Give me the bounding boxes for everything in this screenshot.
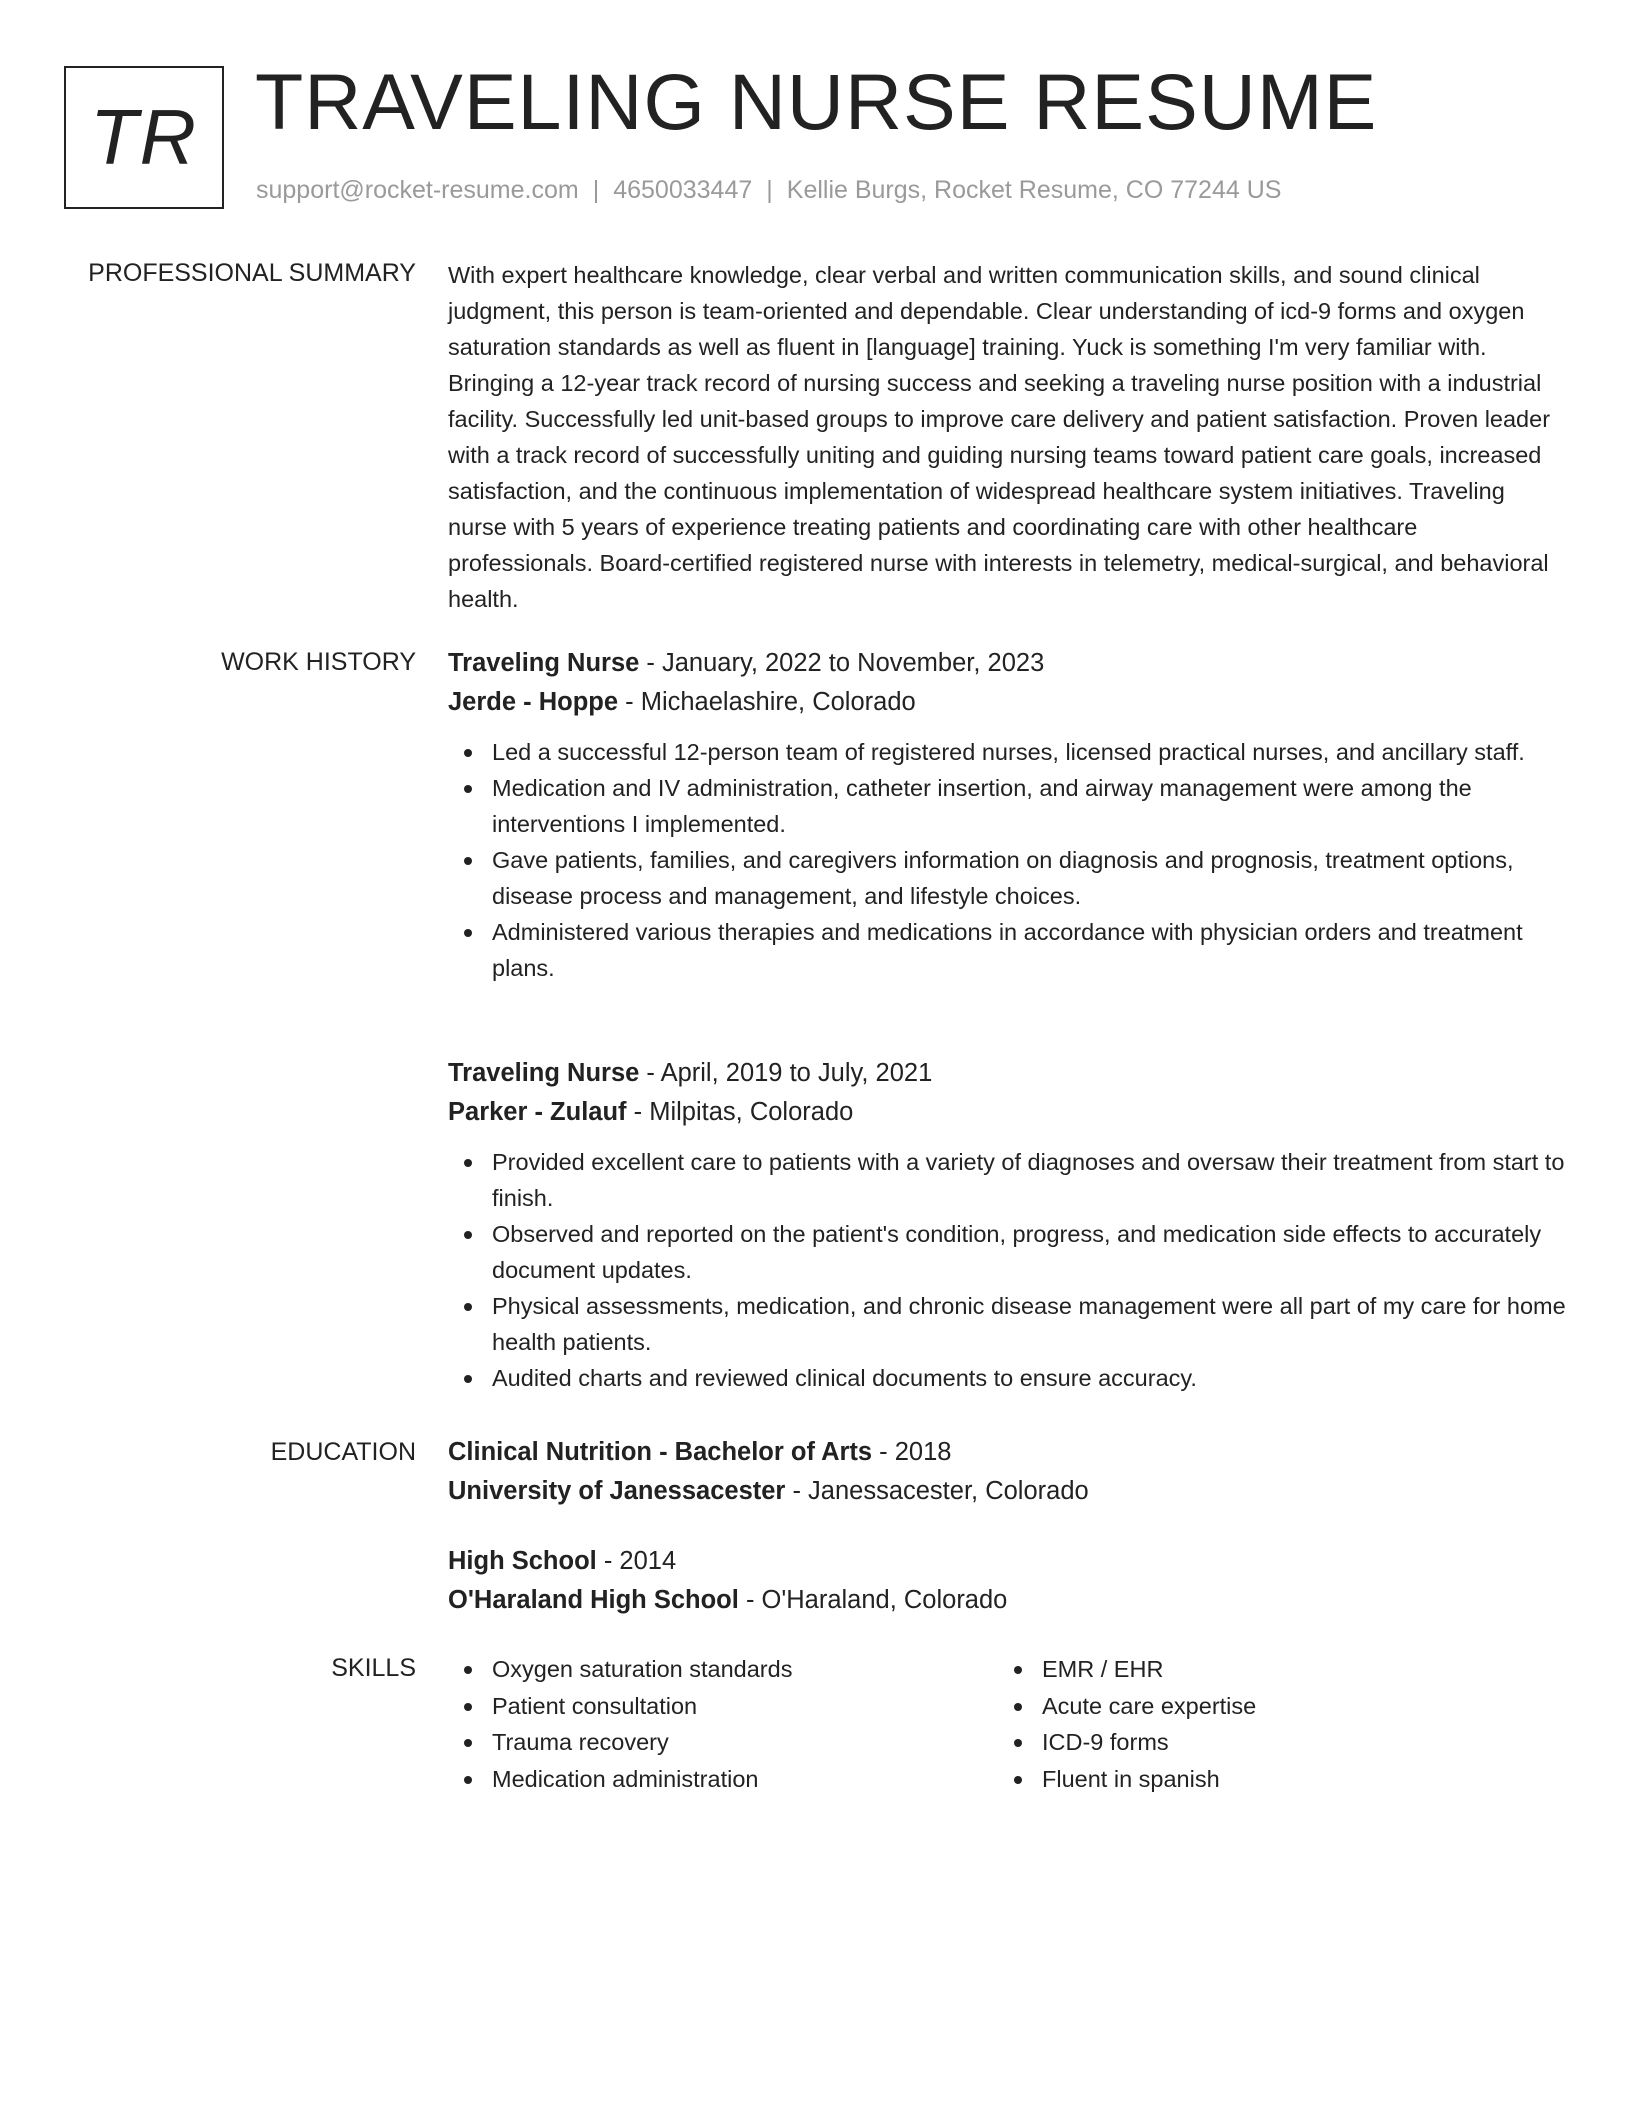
list-item: Audited charts and reviewed clinical documents to ensure accuracy. <box>448 1360 1568 1396</box>
degree-year: - 2018 <box>872 1438 952 1466</box>
section-label-summary: PROFESSIONAL SUMMARY <box>88 259 416 287</box>
job-dates: - April, 2019 to July, 2021 <box>639 1059 933 1087</box>
job-duties-list <box>448 734 1568 986</box>
job-entry <box>448 1054 1568 1396</box>
list-item: Provided excellent care to patients with a variety of diagnoses and oversaw their treatment from start to finish. <box>448 1144 1568 1216</box>
job-company-line <box>448 683 1568 722</box>
section-label-education: EDUCATION <box>270 1438 416 1466</box>
contact-email[interactable]: support@rocket-resume.com <box>256 176 579 204</box>
skill-item: EMR / EHR <box>998 1651 1548 1688</box>
summary-text: With expert healthcare knowledge, clear verbal and written communication skills, and sound clinical judgment, this person is team-oriented and dependable. Clear understanding of icd-9 forms and oxygen saturation standards as well as fluent in [language] training. Yuck is something I'm very familiar with. Bringing a 12-year track record of nursing success and seeking a traveling nurse position with a industrial facility. Successfully led unit-based groups to improve care delivery and patient satisfaction. Proven leader with a track record of successfully uniting and guiding nursing teams toward patient care goals, increased satisfaction, and the continuous implementation of widespread healthcare system initiatives. Traveling nurse with 5 years of experience treating patients and coordinating care with other healthcare professionals. Board-certified registered nurse with interests in telemetry, medical-surgical, and behavioral health. <box>448 262 1551 612</box>
skill-item: Fluent in spanish <box>998 1761 1548 1798</box>
section-label-skills: SKILLS <box>331 1654 416 1682</box>
degree-year: - 2014 <box>596 1547 677 1575</box>
section-label-work-history: WORK HISTORY <box>221 648 416 676</box>
degree-name: High School <box>448 1547 597 1575</box>
job-title-line <box>448 1054 1568 1093</box>
skill-item: ICD-9 forms <box>998 1724 1548 1761</box>
job-title: Traveling Nurse <box>448 649 640 677</box>
skill-item: Oxygen saturation standards <box>448 1651 998 1688</box>
skills-grid <box>448 1651 1568 1797</box>
job-company: Parker - Zulauf <box>448 1098 627 1126</box>
list-item: Led a successful 12-person team of registered nurses, licensed practical nurses, and ancillary staff. <box>448 734 1568 770</box>
monogram-initials: TR <box>90 93 198 181</box>
job-title: Traveling Nurse <box>448 1059 640 1087</box>
contact-separator: | <box>766 176 773 204</box>
list-item: Administered various therapies and medications in accordance with physician orders and treatment plans. <box>448 914 1568 986</box>
degree-name: Clinical Nutrition - Bachelor of Arts <box>448 1438 873 1466</box>
list-item: Observed and reported on the patient's condition, progress, and medication side effects to accurately document updates. <box>448 1216 1568 1288</box>
job-entry <box>448 644 1568 986</box>
school-location: - Janessacester, Colorado <box>785 1477 1089 1505</box>
education-entry <box>448 1433 1568 1511</box>
skill-item: Trauma recovery <box>448 1724 998 1761</box>
skills-list-left <box>448 1651 998 1797</box>
education-entry <box>448 1542 1568 1620</box>
school-name: University of Janessacester <box>448 1477 786 1505</box>
skills-list-right <box>998 1651 1548 1797</box>
job-location: - Michaelashire, Colorado <box>618 688 916 716</box>
degree-line <box>448 1433 1568 1472</box>
school-location: - O'Haraland, Colorado <box>738 1586 1008 1614</box>
contact-phone[interactable]: 4650033447 <box>613 176 753 204</box>
monogram-box <box>64 66 224 209</box>
list-item: Medication and IV administration, catheter insertion, and airway management were among the interventions I implemented. <box>448 770 1568 842</box>
school-line <box>448 1581 1568 1620</box>
school-line <box>448 1472 1568 1511</box>
contact-separator: | <box>592 176 600 204</box>
contact-line <box>256 176 1281 205</box>
list-item: Gave patients, families, and caregivers information on diagnosis and prognosis, treatment options, disease process and management, and lifestyle choices. <box>448 842 1568 914</box>
resume-title: TRAVELING NURSE RESUME <box>255 57 1378 146</box>
school-name: O'Haraland High School <box>448 1586 739 1614</box>
job-company-line <box>448 1093 1568 1132</box>
degree-line <box>448 1542 1568 1581</box>
skill-item: Patient consultation <box>448 1688 998 1725</box>
skill-item: Medication administration <box>448 1761 998 1798</box>
list-item: Physical assessments, medication, and chronic disease management were all part of my care for home health patients. <box>448 1288 1568 1360</box>
job-duties-list <box>448 1144 1568 1396</box>
job-dates: - January, 2022 to November, 2023 <box>639 649 1045 677</box>
job-location: - Milpitas, Colorado <box>626 1098 854 1126</box>
job-title-line <box>448 644 1568 683</box>
contact-address: Kellie Burgs, Rocket Resume, CO 77244 US <box>786 176 1282 204</box>
job-company: Jerde - Hoppe <box>448 688 619 716</box>
skill-item: Acute care expertise <box>998 1688 1548 1725</box>
